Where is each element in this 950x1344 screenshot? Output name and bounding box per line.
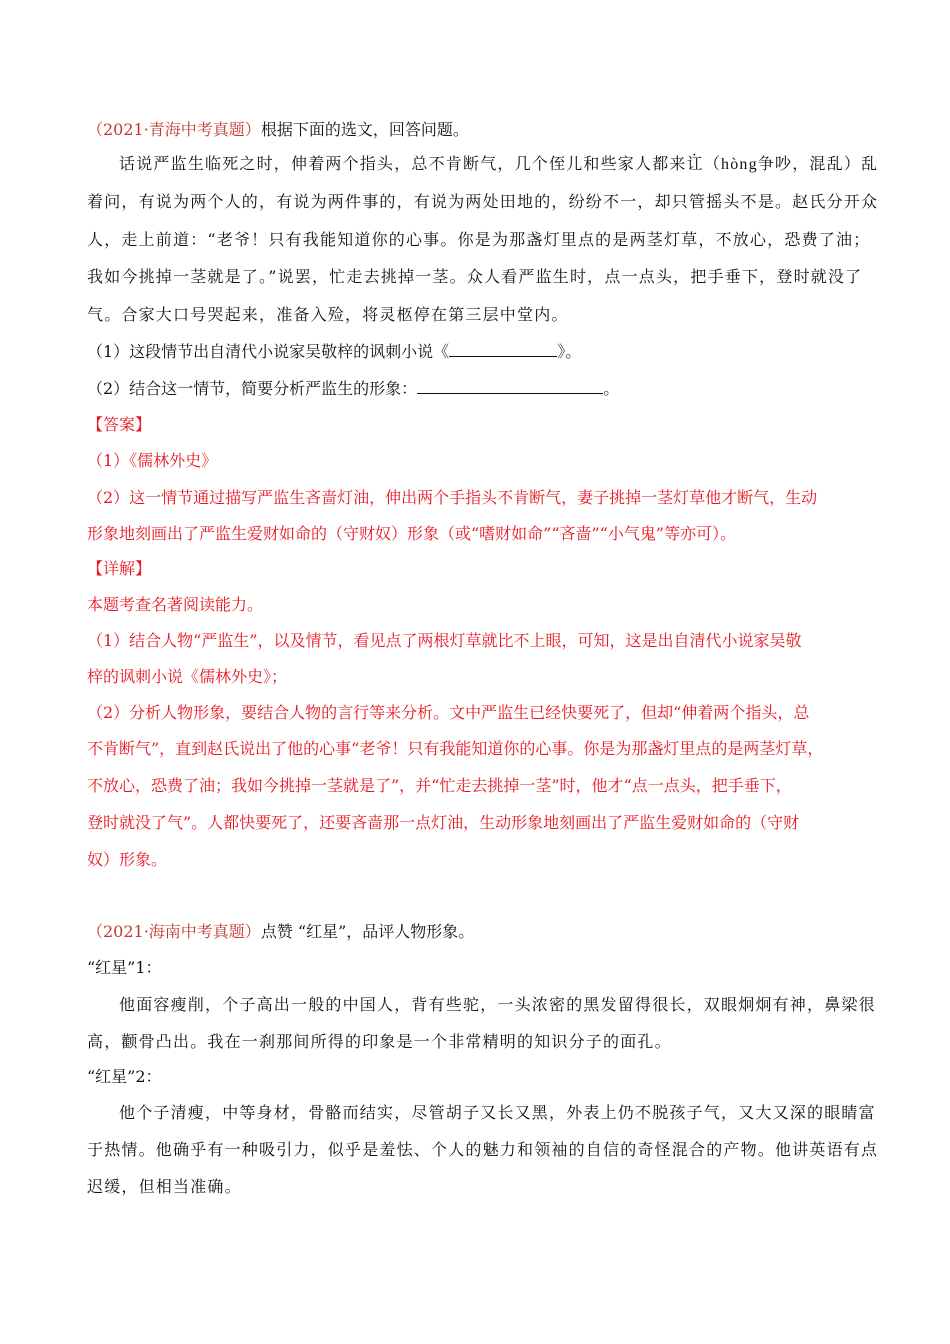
q2-label-2: “红星”2：: [87, 1067, 162, 1086]
q2-label-1: “红星”1：: [87, 958, 162, 977]
q1-header: [87, 118, 469, 142]
q2-para2-line-2: 于热情。他确乎有一种吸引力，似乎是羞怯、个人的魅力和领袖的自信的奇怪混合的产物。他讲英语有点: [87, 1140, 879, 1159]
detail-line-2: （1）结合人物“严监生”，以及情节，看见点了两根灯草就比不上眼，可知，这是出自清代小说家吴敬: [87, 631, 802, 650]
q1-passage-line-3: 人，走上前道：“老爷！只有我能知道你的心事。你是为那盏灯里点的是两茎灯草，不放心，恐费了油；: [87, 230, 871, 249]
detail-line-7: 登时就没了气”。人都快要死了，还要吝啬那一点灯油，生动形象地刻画出了严监生爱财如命的（守财: [87, 813, 800, 832]
q1-passage-line-4: 我如今挑掉一茎就是了。”说罢，忙走去挑掉一茎。众人看严监生时，点一点头，把手垂下，登时就没了: [87, 267, 863, 286]
q2-para1-line-2: 高，颧骨凸出。我在一刹那间所得的印象是一个非常精明的知识分子的面孔。: [87, 1032, 672, 1051]
q1-passage-line-1: 话说严监生临死之时，伸着两个指头，总不肯断气，几个侄儿和些家人都来讧（hòng争吵，混乱）乱: [119, 156, 879, 173]
q2-prompt: 点赞 “红星”，品评人物形象。: [260, 922, 475, 941]
detail-line-1: 本题考查名著阅读能力。: [87, 595, 264, 614]
q1-subquestion-2: （2）结合这一情节，简要分析严监生的形象： 。: [87, 379, 620, 398]
answer-line-1: （1）《儒林外史》: [87, 451, 218, 470]
q2-source: （2021·海南中考真题）: [87, 922, 261, 941]
q2-para1-line-1: 他面容瘦削，个子高出一般的中国人，背有些驼，一头浓密的黑发留得很长，双眼炯炯有神，鼻梁很: [119, 995, 876, 1014]
hong-char: 讧: [686, 156, 704, 173]
answer-blank-2: [417, 377, 603, 394]
detail-line-6: 不放心，恐费了油；我如今挑掉一茎就是了”，并“忙走去挑掉一茎”时，他才“点一点头，把手垂下，: [87, 776, 792, 795]
q1-prompt: 根据下面的选文，回答问题。: [260, 120, 469, 139]
detail-line-3: 梓的讽刺小说《儒林外史》；: [87, 667, 288, 686]
q1-passage-line-5: 气。合家大口号哭起来，准备入殓，将灵柩停在第三层中堂内。: [87, 305, 569, 324]
q1-source: （2021·青海中考真题）: [87, 120, 261, 139]
detail-line-5: 不肯断气”，直到赵氏说出了他的心事“老爷！只有我能知道你的心事。你是为那盏灯里点的是两茎灯草，: [87, 739, 824, 758]
answer-blank-1: [449, 340, 557, 357]
detail-line-4: （2）分析人物形象，要结合人物的言行等来分析。文中严监生已经快要死了，但却“伸着两个指头，总: [87, 703, 810, 722]
q2-header: [87, 920, 474, 944]
q2-para2-line-1: 他个子清瘦，中等身材，骨骼而结实，尽管胡子又长又黑，外表上仍不脱孩子气，又大又深的眼睛富: [119, 1103, 876, 1122]
detail-line-8: 奴）形象。: [87, 850, 168, 869]
answer-line-2: （2）这一情节通过描写严监生吝啬灯油，伸出两个手指头不肯断气，妻子挑掉一茎灯草他才断气，生动: [87, 488, 818, 507]
q2-para2-line-3: 迟缓，但相当准确。: [87, 1177, 242, 1196]
detail-label: 【详解】: [87, 559, 152, 578]
answer-label: 【答案】: [87, 415, 152, 434]
q1-subquestion-1: （1）这段情节出自清代小说家吴敬梓的讽刺小说《 》。: [87, 342, 582, 361]
q1-passage-line-2: 着问，有说为两个人的，有说为两件事的，有说为两处田地的，纷纷不一，却只管摇头不是。赵氏分开众: [87, 192, 879, 211]
answer-line-3: 形象地刻画出了严监生爱财如命的（守财奴）形象（或“嗜财如命”“吝啬”“小气鬼”等亦可）。: [87, 524, 737, 543]
